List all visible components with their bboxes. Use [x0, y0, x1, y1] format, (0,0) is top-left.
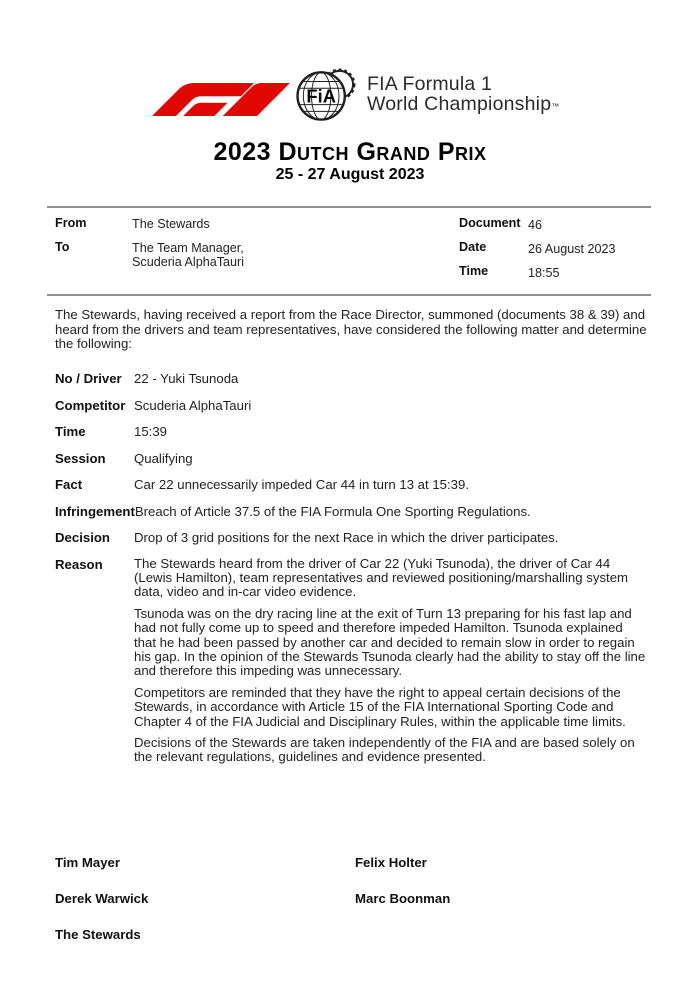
reason-paragraph-4: Decisions of the Stewards are taken independently of the FIA and are based solely on the relevant regulations, guidelines and evidence presented.: [134, 734, 635, 765]
field-row-competitor: [55, 398, 655, 413]
reason-paragraphs: [134, 557, 647, 772]
signature-steward-4: Marc Boonman: [355, 891, 451, 906]
field-label: Infringement: [55, 503, 135, 519]
decision-fields: [55, 371, 655, 772]
page-title: 2023 Dutch Grand Prix: [213, 138, 487, 166]
fia-globe-icon: [294, 68, 358, 122]
time-label: Time: [459, 264, 489, 278]
field-row-fact: [55, 477, 655, 492]
divider-top: [47, 206, 651, 208]
reason-label: Reason: [55, 556, 103, 572]
signature-steward-2: Derek Warwick: [55, 891, 149, 906]
time-value: 18:55: [528, 266, 560, 280]
date-value: 26 August 2023: [528, 242, 616, 256]
field-label: Fact: [55, 477, 83, 492]
to-label: To: [55, 240, 70, 254]
event-dates: 25 - 27 August 2023: [275, 166, 425, 183]
field-label: Time: [55, 424, 86, 439]
field-label: Decision: [55, 530, 110, 545]
from-label: From: [55, 216, 87, 230]
field-row-no-driver: [55, 371, 655, 386]
signature-column-right: [355, 855, 450, 927]
divider-mid: [47, 294, 651, 296]
field-value: 22 - Yuki Tsunoda: [134, 371, 239, 386]
field-value: 15:39: [134, 424, 168, 439]
field-row-decision: [55, 530, 655, 545]
field-value: Breach of Article 37.5 of the FIA Formula One Sporting Regulations.: [134, 503, 531, 519]
header-logo-row: [152, 68, 559, 122]
reason-paragraph-1: The Stewards heard from the driver of Car 22 (Yuki Tsunoda), the driver of Car 44 (Lewis Hamilton), team representatives and reviewed positioning/marshalling system data, video and in-car video evidence.: [134, 555, 629, 600]
fia-wordmark: [367, 74, 559, 117]
field-value: Scuderia AlphaTauri: [134, 397, 252, 413]
reason-paragraph-3: Competitors are reminded that they have the right to appeal certain decisions of the Stewards, in accordance with Article 15 of the FIA International Sporting Code and Chapter 4 of the FIA Judicial and Disciplinary Rules, within the applicable time limits.: [134, 684, 626, 729]
field-row-time: [55, 424, 655, 439]
field-value: Car 22 unnecessarily impeded Car 44 in turn 13 at 15:39.: [134, 477, 470, 492]
to-value-line2: Scuderia AlphaTauri: [132, 255, 245, 269]
field-value: Drop of 3 grid positions for the next Race in which the driver participates.: [134, 530, 559, 545]
signature-steward-1: Tim Mayer: [55, 855, 120, 870]
field-row-reason: [55, 557, 655, 772]
field-label: Session: [55, 450, 106, 466]
document-label: Document: [459, 216, 521, 230]
fia-wordmark-line2: World Championship™: [367, 92, 560, 115]
fia-wordmark-line1: FIA Formula 1: [367, 72, 493, 95]
document-value: 46: [528, 218, 543, 232]
field-row-session: [55, 451, 655, 466]
reason-paragraph-2: Tsunoda was on the dry racing line at the exit of Turn 13 preparing for his fast lap and had not fully come up to speed and therefore impeded Hamilton. Tsunoda explained that he had been passed by another car and decided to remain slow in order to regain his gap. In the opinion of the Stewards Tsunoda clearly had the ability to stay off the line and therefore this impeding was unnecessary.: [134, 605, 646, 679]
field-value: Qualifying: [134, 450, 193, 466]
to-value-line1: The Team Manager,: [132, 241, 244, 255]
signature-column-left: [55, 855, 148, 963]
field-label: No / Driver: [55, 371, 122, 386]
field-label: Competitor: [55, 397, 126, 413]
signature-steward-3: Felix Holter: [355, 855, 427, 870]
from-value: The Stewards: [132, 217, 210, 231]
svg-text:FiA: FiA: [306, 85, 336, 107]
f1-logo-icon: [152, 74, 290, 116]
field-row-infringement: [55, 504, 655, 519]
intro-paragraph: The Stewards, having received a report from the Race Director, summoned (documents 38 & 39) and heard from the drivers and team representatives, have considered the following matter and determine the following:: [55, 307, 647, 352]
trademark-symbol: ™: [551, 101, 560, 111]
date-label: Date: [459, 240, 487, 254]
signature-the-stewards: The Stewards: [55, 927, 141, 942]
